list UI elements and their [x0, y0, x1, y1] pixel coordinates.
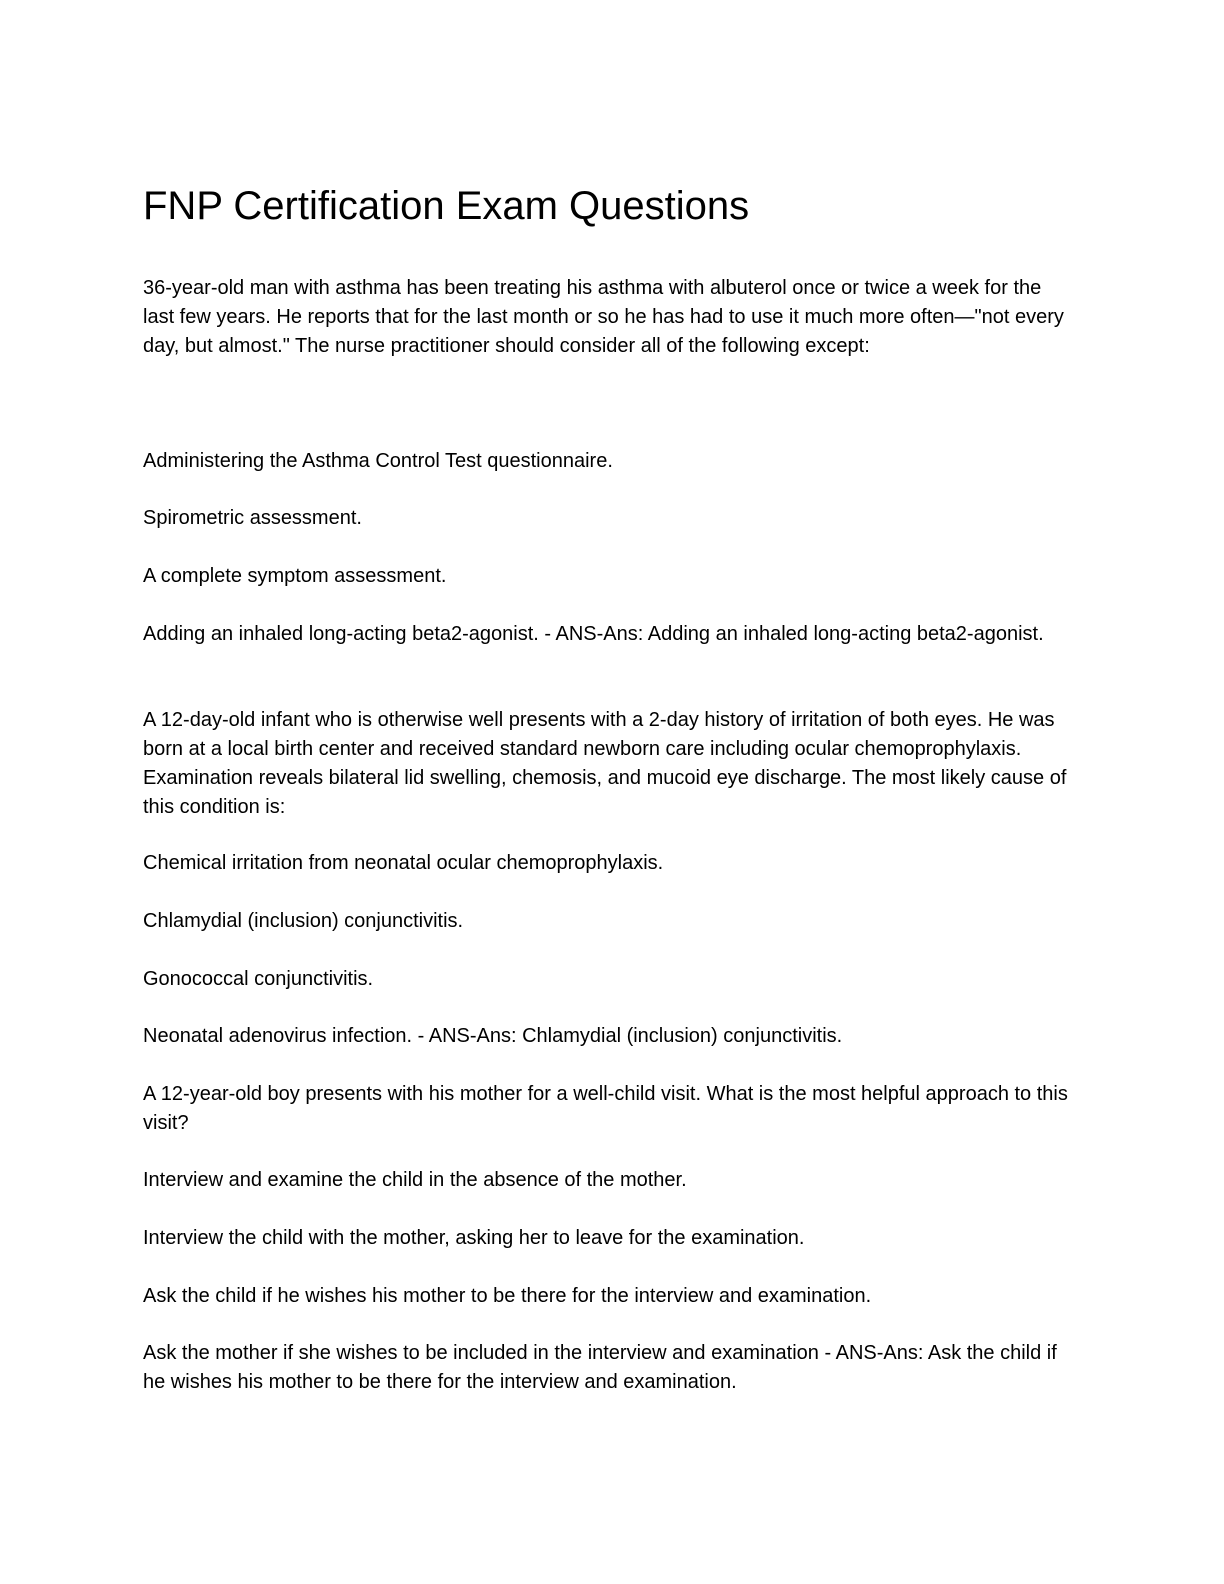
question-1-option-c: A complete symptom assessment.	[143, 565, 447, 587]
question-3-option-b: Interview the child with the mother, asking her to leave for the examination.	[143, 1227, 805, 1249]
question-3-option-c: Ask the child if he wishes his mother to be there for the interview and examination.	[143, 1285, 872, 1307]
question-2-option-d-answer: Neonatal adenovirus infection. - ANS-Ans: Chlamydial (inclusion) conjunctivitis.	[143, 1025, 843, 1047]
question-1-option-a: Administering the Asthma Control Test questionnaire.	[143, 450, 613, 472]
question-2-option-a: Chemical irritation from neonatal ocular chemoprophylaxis.	[143, 852, 664, 874]
question-1-stem: 36-year-old man with asthma has been treating his asthma with albuterol once or twice a week for the last few years. He reports that for the last month or so he has had to use it much more often—"not every day, but almost." The nurse practitioner should consider all of the following except:	[143, 277, 1064, 357]
question-3-option-d-answer: Ask the mother if she wishes to be included in the interview and examination - ANS-Ans: Ask the child if he wishes his mother to be there for the interview and examination.	[143, 1342, 1057, 1393]
question-1-option-d-answer: Adding an inhaled long-acting beta2-agonist. - ANS-Ans: Adding an inhaled long-acting beta2-agonist.	[143, 623, 1044, 645]
question-3-stem: A 12-year-old boy presents with his mother for a well-child visit. What is the most helpful approach to this visit?	[143, 1083, 1068, 1134]
question-3-option-a: Interview and examine the child in the absence of the mother.	[143, 1169, 687, 1191]
question-2-option-c: Gonococcal conjunctivitis.	[143, 968, 374, 990]
document-title: FNP Certification Exam Questions	[143, 184, 750, 228]
question-1-option-b: Spirometric assessment.	[143, 507, 362, 529]
question-2-stem: A 12-day-old infant who is otherwise well presents with a 2-day history of irritation of both eyes. He was born at a local birth center and received standard newborn care including ocular chemoprophylaxis. Examination reveals bilateral lid swelling, chemosis, and mucoid eye discharge. The most likely cause of this condition is:	[143, 709, 1067, 818]
question-2-option-b: Chlamydial (inclusion) conjunctivitis.	[143, 910, 464, 932]
